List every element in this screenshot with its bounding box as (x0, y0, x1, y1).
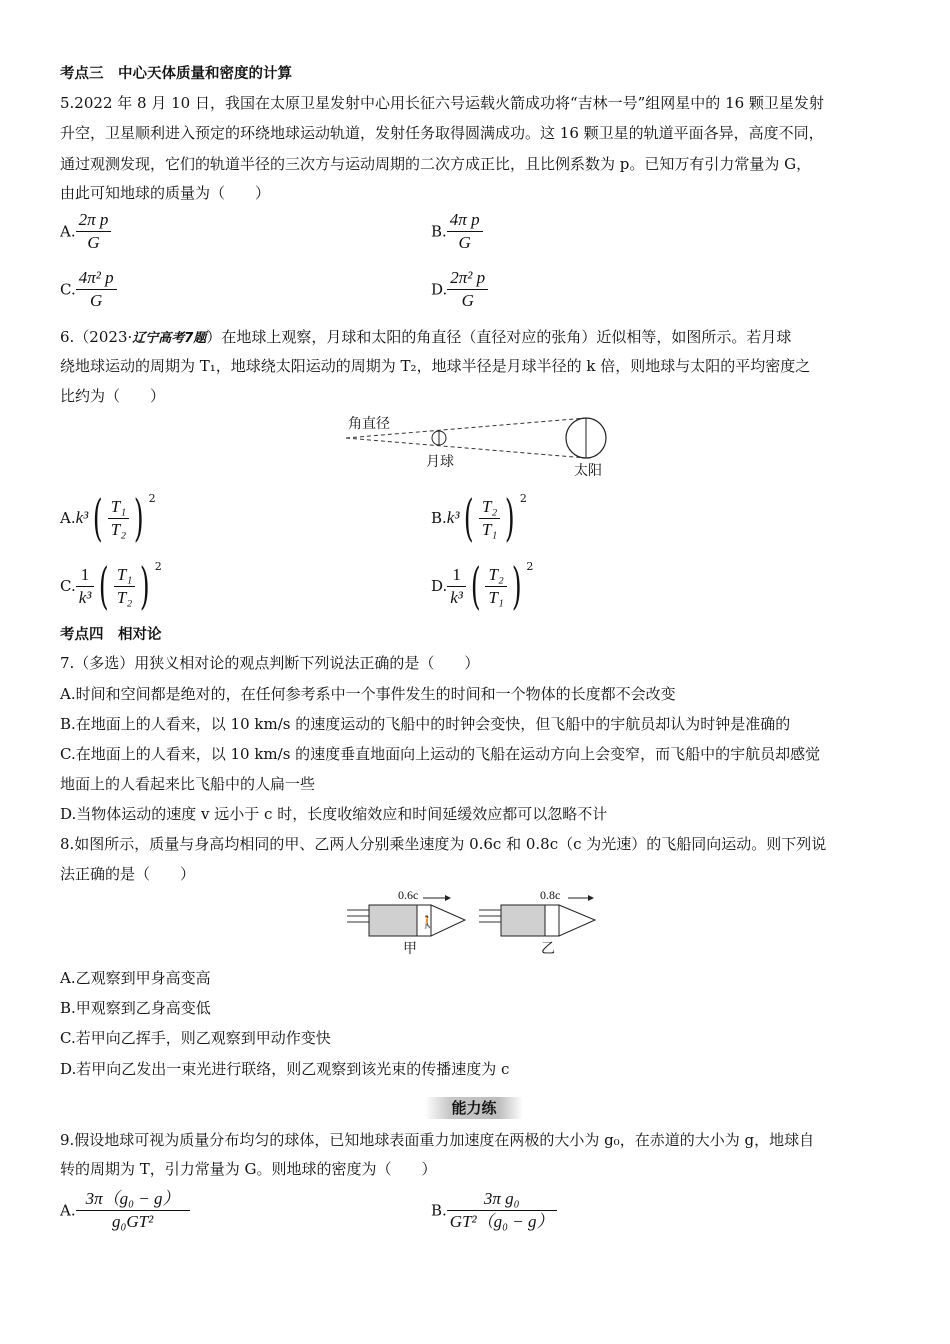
fig-label-sun: 太阳 (574, 463, 602, 479)
exponent: 2 (154, 560, 162, 573)
denominator: T₁ (488, 587, 504, 607)
denominator: T₂ (110, 519, 127, 539)
q7-option-a[interactable]: A.时间和空间都是绝对的，在任何参考系中一个事件发生的时间和一个物体的长度都不会改变 (60, 685, 676, 703)
option-label: B. (431, 509, 447, 527)
spaceship-yi (479, 895, 595, 936)
coef-denominator: k³ (78, 587, 92, 607)
numerator: T₁ (114, 564, 135, 587)
exponent: 2 (148, 492, 156, 505)
q9-option-a[interactable] (60, 1188, 190, 1233)
option-label: C. (60, 577, 76, 595)
q7-stem: 7.（多选）用狭义相对论的观点判断下列说法正确的是（ ） (60, 654, 480, 672)
denominator: T₂ (116, 587, 133, 607)
q6-option-d[interactable]: D. $\frac{1}{\text{k³}}$ ( $\frac{\text{T₂}}{\text{T₁}}$ ) $^2$ (431, 557, 534, 615)
q5-line-2: 升空，卫星顺利进入预定的环绕地球运动轨道，发射任务取得圆满成功。这 16 颗卫星的轨道平面各异，高度不同， (60, 124, 824, 142)
q5-option-b[interactable] (431, 209, 483, 254)
numerator: 4π p (447, 209, 483, 232)
option-label: A. (60, 509, 76, 527)
option-label: D. (431, 280, 448, 299)
q9-line-2: 转的周期为 T，引力常量为 G。则地球的密度为（ ） (60, 1160, 437, 1178)
q6-line-2: 绕地球运动的周期为 T₁，地球绕太阳运动的周期为 T₂，地球半径是月球半径的 k 倍，则地球与太阳的平均密度之 (60, 357, 811, 375)
q6-prefix: 6.（2023· (60, 328, 133, 346)
coefficient: k³ (75, 508, 89, 527)
fig-label-angle: 角直径 (348, 416, 390, 432)
q5-option-a[interactable] (60, 209, 111, 254)
option-label: B. (431, 222, 447, 241)
q6-option-b[interactable]: B.k³( $\frac{\text{T₂}}{\text{T₁}}$ ) $^2$ (431, 489, 527, 547)
section-4-title: 考点四 相对论 (60, 627, 162, 643)
q6-option-a[interactable]: A.k³( $\frac{\text{T₁}}{\text{T₂}}$ ) $^2$ (60, 489, 156, 547)
section-3-title: 考点三 中心天体质量和密度的计算 (60, 66, 292, 82)
option-label: A. (60, 1201, 76, 1220)
numerator: 4π² p (76, 267, 117, 290)
q6-line-1-rest: ）在地球上观察，月球和太阳的角直径（直径对应的张角）近似相等，如图所示。若月球 (206, 328, 792, 346)
q8-option-d[interactable]: D.若甲向乙发出一束光进行联络，则乙观察到该光束的传播速度为 c (60, 1060, 510, 1078)
exponent: 2 (519, 492, 527, 505)
numerator: 2π p (76, 209, 112, 232)
q6-option-c[interactable]: C. $\frac{1}{\text{k³}}$ ( $\frac{\text{T₁}}{\text{T₂}}$ ) $^2$ (60, 557, 162, 615)
denominator: GT²（g₀ − g） (449, 1212, 554, 1231)
denominator: T₁ (481, 519, 498, 539)
q8-option-a[interactable]: A.乙观察到甲身高变高 (60, 969, 211, 987)
coef-denominator: k³ (450, 587, 463, 607)
q8-line-2: 法正确的是（ ） (60, 865, 196, 883)
q9-option-b[interactable] (431, 1188, 557, 1233)
fig-label-yi: 乙 (541, 941, 555, 957)
option-label: C. (60, 280, 76, 299)
fig-velocity-jia: 0.6c (398, 888, 419, 902)
q6-line-3: 比约为（ ） (60, 387, 166, 405)
q5-option-d[interactable] (431, 267, 488, 312)
q6-line-1 (60, 327, 791, 349)
ability-practice-badge: 能力练 (425, 1097, 523, 1119)
q7-option-b[interactable]: B.在地面上的人看来，以 10 km/s 的速度运动的飞船中的时钟会变快，但飞船中的宇航员却认为时钟是准确的 (60, 715, 791, 733)
option-label: A. (60, 222, 76, 241)
q5-line-3: 通过观测发现，它们的轨道半径的三次方与运动周期的二次方成正比，且比例系数为 p。已知万有引力常量为 G， (60, 155, 812, 173)
q7-option-d[interactable]: D.当物体运动的速度 v 远小于 c 时，长度收缩效应和时间延缓效应都可以忽略不计 (60, 805, 608, 823)
q6-source-tag: 辽宁高考7题 (132, 331, 207, 346)
numerator: 3π g₀ (447, 1188, 557, 1211)
option-label: D. (431, 577, 448, 595)
fig-label-jia: 甲 (403, 941, 417, 957)
exponent: 2 (526, 560, 534, 573)
fig-velocity-yi: 0.8c (540, 888, 561, 902)
denominator: G (461, 291, 474, 310)
numerator: T₂ (485, 564, 506, 587)
person-icon: 🚶 (420, 915, 435, 929)
q5-option-c[interactable] (60, 267, 117, 312)
q7-option-c-line-2[interactable]: 地面上的人看起来比飞船中的人扁一些 (60, 775, 316, 793)
numerator: T₂ (479, 496, 500, 519)
q7-option-c-line-1[interactable]: C.在地面上的人看来，以 10 km/s 的速度垂直地面向上运动的飞船在运动方向上会变窄，而飞船中的宇航员却感觉 (60, 745, 821, 763)
q5-line-1: 5.2022 年 8 月 10 日，我国在太原卫星发射中心用长征六号运载火箭成功将“吉林一号”组网星中的 16 颗卫星发射 (60, 94, 824, 112)
numerator: T₁ (108, 496, 129, 519)
lower-sight-line (346, 438, 586, 458)
denominator: G (90, 291, 103, 310)
numerator: 2π² p (447, 267, 488, 290)
q5-line-4: 由此可知地球的质量为（ ） (60, 184, 271, 202)
q8-option-b[interactable]: B.甲观察到乙身高变低 (60, 999, 211, 1017)
fig-label-moon: 月球 (426, 454, 454, 470)
denominator: G (458, 233, 471, 252)
denominator: g₀GT² (111, 1212, 154, 1231)
q8-line-1: 8.如图所示，质量与身高均相同的甲、乙两人分别乘坐速度为 0.6c 和 0.8c（c 为光速）的飞船同向运动。则下列说 (60, 835, 827, 853)
coefficient: k³ (446, 508, 460, 527)
denominator: G (87, 233, 100, 252)
q8-option-c[interactable]: C.若甲向乙挥手，则乙观察到甲动作变快 (60, 1029, 331, 1047)
q8-spaceship-diagram (345, 886, 605, 946)
numerator: 3π（g₀ − g） (76, 1188, 190, 1211)
option-label: B. (431, 1201, 447, 1220)
coef-numerator: 1 (76, 564, 95, 587)
coef-numerator: 1 (447, 564, 466, 587)
q9-line-1: 9.假设地球可视为质量分布均匀的球体，已知地球表面重力加速度在两极的大小为 g₀，在赤道的大小为 g，地球自 (60, 1131, 815, 1149)
